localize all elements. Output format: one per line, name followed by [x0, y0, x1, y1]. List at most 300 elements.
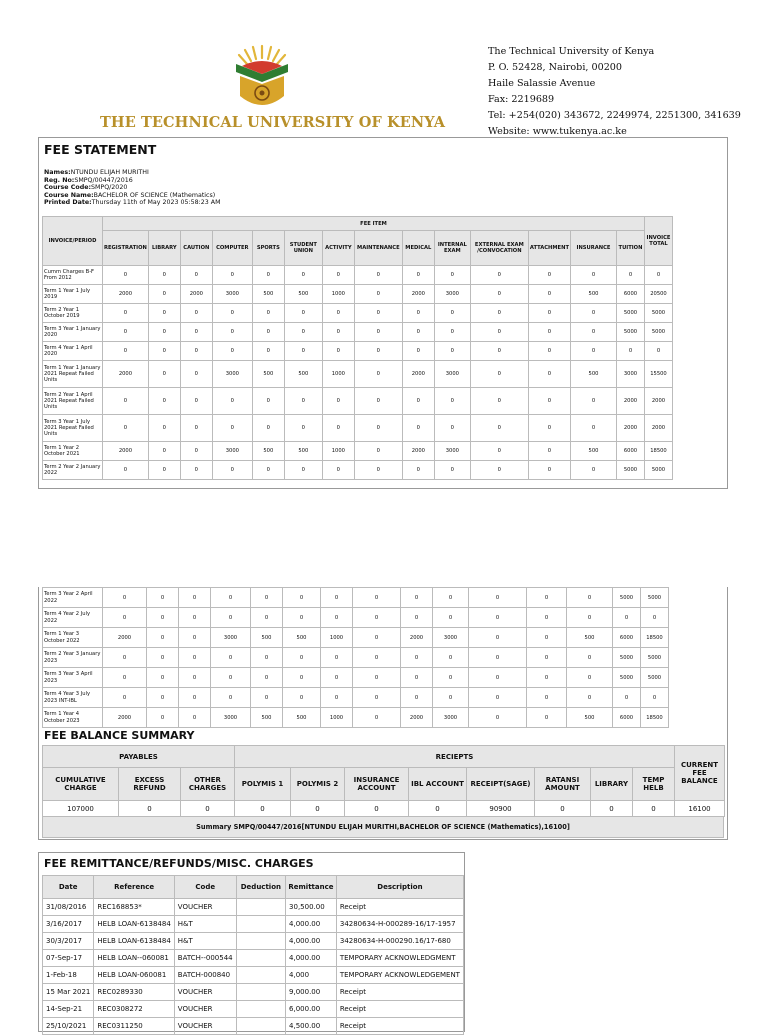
- fee-cell: 0: [212, 266, 252, 285]
- remittance-title: FEE REMITTANCE/REFUNDS/MISC. CHARGES: [44, 857, 314, 870]
- fee-cell: 0: [284, 388, 322, 415]
- fee-cell: 0: [469, 588, 527, 608]
- fee-cell: 2000: [103, 442, 149, 461]
- fee-cell: 0: [470, 304, 528, 323]
- fee-cell: 0: [527, 608, 567, 628]
- fee-cell: 0: [179, 708, 211, 728]
- remittance-cell: REC0311250: [94, 1018, 174, 1035]
- balance-cell: 0: [633, 801, 675, 817]
- remittance-cell: 34280634-H-000289-16/17-1957: [336, 916, 463, 933]
- period-cell: Term 1 Year 4 October 2023: [43, 708, 103, 728]
- fee-cell: 2000: [401, 628, 433, 648]
- fee-cell: 0: [570, 266, 616, 285]
- fee-cell: 0: [528, 361, 570, 388]
- invoice-total-cell: 5000: [641, 668, 669, 688]
- remittance-cell: 30,500.00: [286, 899, 337, 916]
- current-balance-header: CURRENT FEE BALANCE: [675, 746, 725, 801]
- fee-cell: 0: [180, 388, 212, 415]
- fee-cell: 0: [528, 388, 570, 415]
- fee-cell: 0: [179, 608, 211, 628]
- fee-cell: 0: [322, 388, 354, 415]
- remittance-cell: BATCH--000544: [174, 950, 236, 967]
- fee-column-header: ATTACHMENT: [528, 231, 570, 266]
- fee-column-header: MEDICAL: [402, 231, 434, 266]
- fee-cell: 3000: [616, 361, 644, 388]
- fee-cell: 3000: [433, 628, 469, 648]
- table-row: [43, 967, 464, 984]
- period-cell: Term 3 Year 3 April 2023: [43, 668, 103, 688]
- balance-cell: 90900: [467, 801, 535, 817]
- fee-cell: 0: [283, 668, 321, 688]
- fee-cell: 2000: [402, 285, 434, 304]
- fee-column-header: COMPUTER: [212, 231, 252, 266]
- remittance-cell: REC0289330: [94, 984, 174, 1001]
- fee-statement-section: [38, 137, 728, 489]
- fee-cell: 0: [180, 342, 212, 361]
- printed-date: Thursday 11th of May 2023 05:58:23 AM: [91, 199, 221, 207]
- remittance-cell: VOUCHER: [174, 1001, 236, 1018]
- fee-cell: 0: [528, 304, 570, 323]
- fee-cell: 1000: [321, 628, 353, 648]
- fee-cell: 0: [353, 708, 401, 728]
- fee-cell: 0: [528, 342, 570, 361]
- period-cell: Term 4 Year 1 April 2020: [43, 342, 103, 361]
- fee-cell: 0: [353, 688, 401, 708]
- fee-cell: 0: [147, 608, 179, 628]
- fee-cell: 0: [284, 304, 322, 323]
- table-row: [43, 708, 669, 728]
- fee-cell: 3000: [212, 361, 252, 388]
- fee-cell: 0: [103, 304, 149, 323]
- table-row: [43, 933, 464, 950]
- fee-cell: 0: [570, 342, 616, 361]
- period-cell: Term 1 Year 3 October 2022: [43, 628, 103, 648]
- fee-cell: 0: [103, 461, 149, 480]
- fee-cell: 0: [401, 648, 433, 668]
- fee-cell: 0: [470, 388, 528, 415]
- fee-cell: 0: [148, 342, 180, 361]
- fee-cell: 5000: [613, 648, 641, 668]
- fee-cell: 0: [179, 648, 211, 668]
- fee-cell: 0: [180, 415, 212, 442]
- fee-cell: 0: [401, 608, 433, 628]
- fee-cell: 6000: [616, 442, 644, 461]
- fee-items-table-continued: [42, 587, 669, 728]
- fee-cell: 2000: [103, 285, 149, 304]
- fee-cell: 3000: [434, 285, 470, 304]
- fee-cell: 0: [434, 461, 470, 480]
- invoice-total-cell: 0: [641, 688, 669, 708]
- fee-column-header: EXTERNAL EXAM /CONVOCATION: [470, 231, 528, 266]
- invoice-total-cell: 5000: [644, 304, 672, 323]
- fee-cell: 2000: [402, 361, 434, 388]
- remittance-cell: H&T: [174, 933, 236, 950]
- fee-cell: 0: [321, 668, 353, 688]
- balance-column-header: RECEIPT(SAGE): [467, 768, 535, 801]
- fee-cell: 500: [284, 361, 322, 388]
- fee-cell: 5000: [616, 323, 644, 342]
- address-line: Website: www.tukenya.ac.ke: [488, 126, 627, 137]
- fee-cell: 0: [322, 323, 354, 342]
- fee-cell: 2000: [616, 415, 644, 442]
- address-line: Haile Salassie Avenue: [488, 78, 596, 89]
- remittance-cell: 31/08/2016: [43, 899, 94, 916]
- fee-cell: 0: [354, 323, 402, 342]
- fee-cell: 3000: [211, 708, 251, 728]
- fee-cell: 0: [179, 668, 211, 688]
- course-code: SMPQ/2020: [91, 184, 128, 192]
- fee-cell: 0: [402, 266, 434, 285]
- balance-cell: 0: [291, 801, 345, 817]
- fee-cell: 0: [401, 588, 433, 608]
- fee-cell: 0: [567, 608, 613, 628]
- fee-items-table: [42, 216, 673, 480]
- fee-cell: 0: [212, 461, 252, 480]
- period-cell: Term 2 Year 1 October 2019: [43, 304, 103, 323]
- fee-cell: 0: [570, 388, 616, 415]
- fee-cell: 0: [469, 668, 527, 688]
- fee-cell: 3000: [434, 361, 470, 388]
- balance-cell: 0: [119, 801, 181, 817]
- fee-cell: 0: [354, 285, 402, 304]
- table-row: [43, 668, 669, 688]
- fee-cell: 0: [284, 461, 322, 480]
- remittance-cell: 3/16/2017: [43, 916, 94, 933]
- field-label: Names:: [44, 169, 71, 176]
- fee-cell: 500: [283, 708, 321, 728]
- remittance-cell: [236, 933, 285, 950]
- fee-cell: 0: [179, 688, 211, 708]
- remittance-cell: 25/10/2021: [43, 1018, 94, 1035]
- remittance-cell: HELB LOAN-6138484: [94, 916, 174, 933]
- remittance-cell: Receipt: [336, 1018, 463, 1035]
- fee-cell: 0: [402, 304, 434, 323]
- table-row: [43, 950, 464, 967]
- fee-cell: 3000: [211, 628, 251, 648]
- fee-cell: 3000: [433, 708, 469, 728]
- reg-number: SMPQ/00447/2016: [74, 176, 133, 184]
- fee-cell: 0: [469, 608, 527, 628]
- fee-cell: 6000: [613, 628, 641, 648]
- fee-cell: 0: [148, 361, 180, 388]
- remittance-cell: 4,000.00: [286, 950, 337, 967]
- remittance-cell: HELB LOAN-6138484: [94, 933, 174, 950]
- fee-cell: 1000: [321, 708, 353, 728]
- balance-cell: 0: [591, 801, 633, 817]
- fee-item-header: FEE ITEM: [103, 217, 645, 231]
- fee-cell: 0: [469, 708, 527, 728]
- table-row: [43, 442, 673, 461]
- remittance-cell: Receipt: [336, 899, 463, 916]
- table-row: [43, 916, 464, 933]
- fee-cell: 0: [252, 304, 284, 323]
- fee-cell: 2000: [180, 285, 212, 304]
- fee-cell: 0: [570, 304, 616, 323]
- fee-cell: 2000: [103, 361, 149, 388]
- fee-cell: 0: [353, 588, 401, 608]
- fee-cell: 0: [211, 588, 251, 608]
- fee-column-header: TUITION: [616, 231, 644, 266]
- fee-cell: 0: [180, 323, 212, 342]
- fee-cell: 0: [103, 588, 147, 608]
- fee-cell: 0: [402, 342, 434, 361]
- fee-cell: 0: [567, 648, 613, 668]
- fee-cell: 0: [353, 608, 401, 628]
- invoice-total-cell: 18500: [641, 708, 669, 728]
- fee-cell: 0: [433, 668, 469, 688]
- remittance-cell: Receipt: [336, 984, 463, 1001]
- fee-cell: 0: [284, 266, 322, 285]
- fee-cell: 0: [470, 342, 528, 361]
- fee-cell: 0: [470, 285, 528, 304]
- fee-cell: 0: [433, 608, 469, 628]
- fee-cell: 1000: [322, 285, 354, 304]
- fee-cell: 0: [180, 442, 212, 461]
- fee-cell: 0: [469, 648, 527, 668]
- fee-cell: 0: [322, 461, 354, 480]
- fee-cell: 2000: [401, 708, 433, 728]
- fee-statement-continued: [38, 587, 728, 840]
- balance-column-header: LIBRARY: [591, 768, 633, 801]
- remittance-cell: 4,500.00: [286, 1018, 337, 1035]
- fee-cell: 0: [103, 342, 149, 361]
- fee-cell: 0: [402, 415, 434, 442]
- invoice-total-cell: 15500: [644, 361, 672, 388]
- fee-cell: 0: [284, 415, 322, 442]
- fee-cell: 0: [180, 361, 212, 388]
- remittance-cell: REC0308272: [94, 1001, 174, 1018]
- fee-cell: 0: [353, 628, 401, 648]
- field-label: Course Code:: [44, 184, 91, 192]
- fee-cell: 3000: [212, 442, 252, 461]
- remittance-cell: [236, 916, 285, 933]
- remittance-column-header: Deduction: [236, 876, 285, 899]
- remittance-cell: Receipt: [336, 1001, 463, 1018]
- table-row: [43, 342, 673, 361]
- fee-cell: 0: [211, 608, 251, 628]
- address-line: Tel: +254(020) 343672, 2249974, 2251300, 341639: [488, 110, 741, 121]
- remittance-table: [42, 875, 464, 1035]
- fee-cell: 0: [180, 304, 212, 323]
- table-row: [43, 285, 673, 304]
- balance-column-header: CUMULATIVE CHARGE: [43, 768, 119, 801]
- university-address: [488, 44, 741, 140]
- fee-cell: 0: [354, 388, 402, 415]
- fee-column-header: MAINTENANCE: [354, 231, 402, 266]
- fee-balance-table: [42, 745, 725, 817]
- balance-cell: 107000: [43, 801, 119, 817]
- period-cell: Term 3 Year 1 January 2020: [43, 323, 103, 342]
- fee-cell: 500: [252, 361, 284, 388]
- fee-cell: 0: [354, 342, 402, 361]
- fee-cell: 0: [322, 342, 354, 361]
- fee-cell: 0: [147, 648, 179, 668]
- fee-statement-title: FEE STATEMENT: [44, 142, 157, 157]
- fee-cell: 0: [570, 461, 616, 480]
- fee-cell: 0: [148, 461, 180, 480]
- table-row: [43, 266, 673, 285]
- address-line: Fax: 2219689: [488, 94, 555, 105]
- fee-cell: 0: [252, 266, 284, 285]
- remittance-cell: [236, 1001, 285, 1018]
- remittance-cell: 15 Mar 2021: [43, 984, 94, 1001]
- period-cell: Cumm Charges B-F From 2012: [43, 266, 103, 285]
- fee-cell: 0: [527, 668, 567, 688]
- fee-cell: 500: [252, 285, 284, 304]
- fee-cell: 500: [567, 708, 613, 728]
- fee-cell: 5000: [616, 304, 644, 323]
- fee-cell: 0: [616, 342, 644, 361]
- balance-column-header: POLYMIS 1: [235, 768, 291, 801]
- table-row: [43, 388, 673, 415]
- fee-cell: 0: [147, 668, 179, 688]
- fee-cell: 1000: [322, 442, 354, 461]
- fee-cell: 0: [469, 688, 527, 708]
- fee-cell: 0: [212, 388, 252, 415]
- fee-cell: 0: [252, 323, 284, 342]
- address-line: The Technical University of Kenya: [488, 46, 655, 57]
- table-row: [43, 361, 673, 388]
- invoice-total-cell: 5000: [644, 323, 672, 342]
- fee-cell: 0: [470, 442, 528, 461]
- fee-cell: 0: [469, 628, 527, 648]
- field-label: Reg. No:: [44, 176, 75, 184]
- remittance-cell: 14-Sep-21: [43, 1001, 94, 1018]
- period-cell: Term 3 Year 2 April 2022: [43, 588, 103, 608]
- fee-cell: 2000: [103, 708, 147, 728]
- balance-cell: 0: [235, 801, 291, 817]
- fee-cell: 0: [434, 304, 470, 323]
- fee-column-header: INTERNAL EXAM: [434, 231, 470, 266]
- current-balance-cell: 16100: [675, 801, 725, 817]
- fee-cell: 0: [470, 361, 528, 388]
- invoice-total-cell: 20500: [644, 285, 672, 304]
- fee-cell: 0: [354, 361, 402, 388]
- fee-cell: 0: [402, 461, 434, 480]
- invoice-total-cell: 5000: [641, 648, 669, 668]
- fee-cell: 0: [354, 266, 402, 285]
- student-name: NTUNDU ELIJAH MURITHI: [70, 169, 149, 176]
- remittance-cell: 07-Sep-17: [43, 950, 94, 967]
- fee-cell: 0: [528, 285, 570, 304]
- student-details: [44, 169, 221, 207]
- remittance-cell: TEMPORARY ACKNOWLEDGMENT: [336, 950, 463, 967]
- fee-cell: 0: [527, 688, 567, 708]
- fee-cell: 500: [567, 628, 613, 648]
- invoice-total-cell: 2000: [644, 415, 672, 442]
- period-cell: Term 1 Year 2 October 2021: [43, 442, 103, 461]
- fee-cell: 0: [148, 388, 180, 415]
- fee-cell: 0: [148, 415, 180, 442]
- fee-cell: 0: [284, 323, 322, 342]
- table-row: [43, 1018, 464, 1035]
- invoice-total-cell: 2000: [644, 388, 672, 415]
- fee-cell: 500: [284, 442, 322, 461]
- remittance-cell: VOUCHER: [174, 1018, 236, 1035]
- fee-cell: 500: [570, 442, 616, 461]
- invoice-total-cell: 0: [644, 266, 672, 285]
- balance-column-header: OTHER CHARGES: [181, 768, 235, 801]
- fee-cell: 0: [212, 323, 252, 342]
- fee-cell: 0: [528, 415, 570, 442]
- fee-cell: 0: [402, 388, 434, 415]
- balance-cell: 0: [345, 801, 409, 817]
- balance-column-header: TEMP HELB: [633, 768, 675, 801]
- fee-cell: 0: [103, 648, 147, 668]
- period-cell: Term 4 Year 2 July 2022: [43, 608, 103, 628]
- fee-cell: 0: [470, 461, 528, 480]
- period-cell: Term 3 Year 1 July 2021 Repeat Failed Units: [43, 415, 103, 442]
- fee-cell: 0: [433, 688, 469, 708]
- balance-cell: 0: [181, 801, 235, 817]
- fee-column-header: INSURANCE: [570, 231, 616, 266]
- fee-cell: 0: [283, 588, 321, 608]
- table-row: [43, 461, 673, 480]
- fee-cell: 0: [570, 323, 616, 342]
- fee-cell: 0: [147, 708, 179, 728]
- fee-column-header: SPORTS: [252, 231, 284, 266]
- remittance-cell: 30/3/2017: [43, 933, 94, 950]
- table-row: [43, 628, 669, 648]
- fee-cell: 0: [251, 608, 283, 628]
- fee-cell: 0: [528, 266, 570, 285]
- table-row: [43, 608, 669, 628]
- fee-cell: 0: [527, 648, 567, 668]
- fee-cell: 0: [212, 415, 252, 442]
- fee-cell: 0: [353, 648, 401, 668]
- fee-cell: 6000: [616, 285, 644, 304]
- field-label: Course Name:: [44, 191, 94, 199]
- remittance-cell: [236, 899, 285, 916]
- fee-cell: 0: [180, 461, 212, 480]
- fee-cell: 0: [211, 648, 251, 668]
- fee-cell: 0: [354, 442, 402, 461]
- balance-column-header: IBL ACCOUNT: [409, 768, 467, 801]
- remittance-cell: HELB LOAN-060081: [94, 967, 174, 984]
- fee-column-header: STUDENT UNION: [284, 231, 322, 266]
- fee-cell: 500: [251, 628, 283, 648]
- university-logo-icon: [232, 44, 292, 112]
- fee-cell: 0: [434, 342, 470, 361]
- fee-cell: 0: [434, 415, 470, 442]
- invoice-total-cell: 0: [641, 608, 669, 628]
- fee-cell: 0: [321, 648, 353, 668]
- fee-cell: 0: [148, 323, 180, 342]
- fee-cell: 3000: [434, 442, 470, 461]
- fee-column-header: REGISTRATION: [103, 231, 149, 266]
- fee-cell: 0: [212, 304, 252, 323]
- remittance-cell: 6,000.00: [286, 1001, 337, 1018]
- fee-cell: 0: [212, 342, 252, 361]
- fee-cell: 0: [211, 668, 251, 688]
- remittance-cell: VOUCHER: [174, 984, 236, 1001]
- balance-column-header: EXCESS REFUND: [119, 768, 181, 801]
- fee-cell: 0: [252, 415, 284, 442]
- fee-cell: 0: [103, 668, 147, 688]
- fee-column-header: ACTIVITY: [322, 231, 354, 266]
- fee-cell: 0: [527, 708, 567, 728]
- course-name: BACHELOR OF SCIENCE (Mathematics): [93, 191, 216, 199]
- table-row: [43, 984, 464, 1001]
- fee-cell: 0: [251, 648, 283, 668]
- fee-cell: 0: [434, 388, 470, 415]
- table-row: [43, 648, 669, 668]
- remittance-cell: TEMPORARY ACKNOWLEDGEMENT: [336, 967, 463, 984]
- fee-cell: 0: [567, 668, 613, 688]
- fee-cell: 500: [284, 285, 322, 304]
- table-row: [43, 304, 673, 323]
- fee-cell: 5000: [616, 461, 644, 480]
